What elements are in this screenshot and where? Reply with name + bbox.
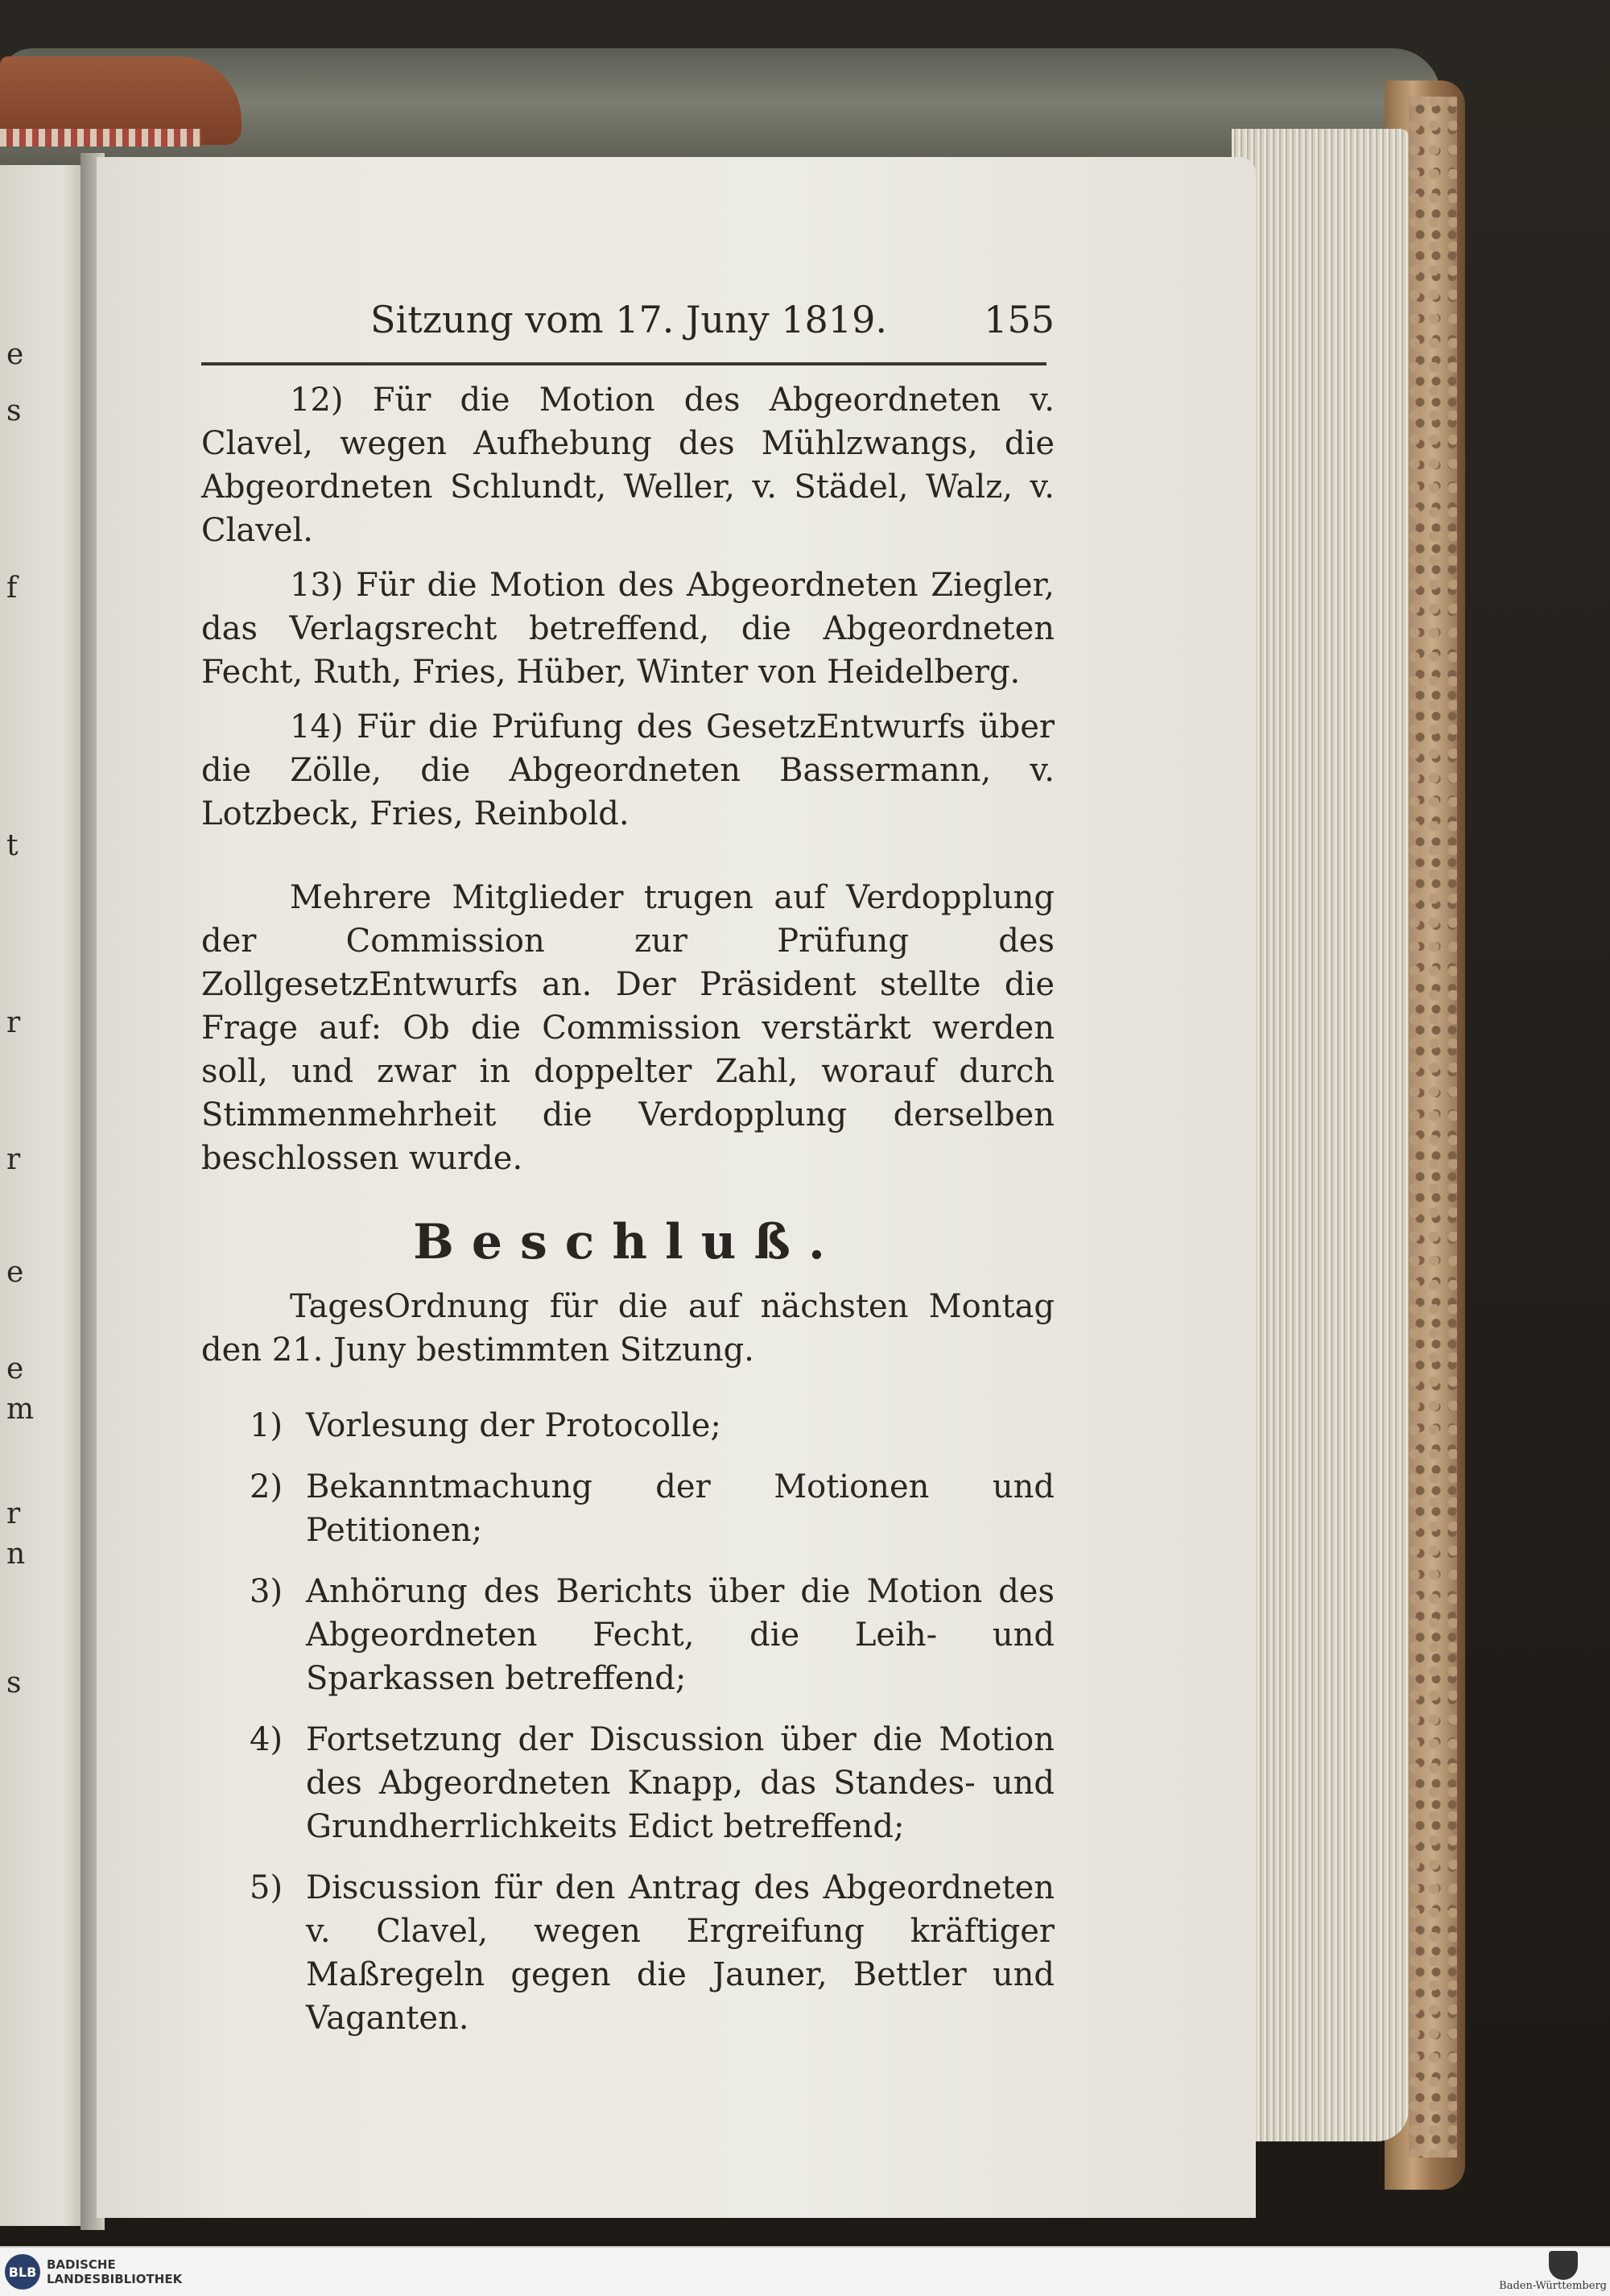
running-head-title: Sitzung vom 17. Juny 1819. [370,298,887,341]
page-number: 155 [984,298,1055,341]
page-edges [1232,129,1409,2141]
library-line-2: LANDESBIBLIOTHEK [47,2272,183,2286]
running-head [201,298,1055,354]
agenda-item [201,1570,1055,1700]
left-fragment: s [6,1666,22,1699]
left-fragment: e [6,338,24,371]
agenda-number: 1) [250,1407,283,1444]
agenda-intro: TagesOrdnung für die auf nächsten Montag den 21. Juny bestimmten Sitzung. [201,1288,1055,1369]
agenda-text: Fortsetzung der Discussion über die Motion des Abgeordneten Knapp, das Standes- und Grundherrlichkeits Edict betreffend; [306,1721,1055,1845]
agenda-text: Anhörung des Berichts über die Motion des Abgeordneten Fecht, die Leih- und Sparkassen betreffend; [306,1573,1055,1697]
coat-of-arms-icon [1549,2251,1578,2280]
agenda-list [201,1404,1055,2040]
paragraph: 12) Für die Motion des Abgeordneten v. Clavel, wegen Aufhebung des Mühlzwangs, die Abgeordneten Schlundt, Weller, v. Städel, Walz, v. Clavel. [201,382,1055,549]
agenda-text: Bekanntmachung der Motionen und Petitionen; [306,1468,1055,1549]
left-fragment: s [6,394,22,427]
left-fragment: r [6,1143,21,1176]
agenda-number: 4) [250,1721,283,1758]
header-rule [201,362,1046,365]
left-fragment: e [6,1352,24,1385]
left-fragment: r [6,1006,21,1039]
library-line-1: BADISCHE [47,2257,116,2272]
left-fragment: n [6,1538,26,1571]
agenda-number: 3) [250,1573,283,1610]
paragraph: Mehrere Mitglieder trugen auf Verdopplung der Commission zur Prüfung des ZollgesetzEntwurfs an. Der Präsident stellte die Frage auf: Ob die Commission verstärkt werden soll, und zwar in doppelter Zahl, worauf durch Stimmenmehrheit die Verdopplung derselben beschlossen wurde. [201,879,1055,1177]
agenda-text: Vorlesung der Protocolle; [306,1407,721,1444]
agenda-number: 5) [250,1869,283,1906]
region-name: Baden-Württemberg [1499,2280,1607,2292]
agenda-item [201,1404,1055,1447]
left-fragment: e [6,1256,24,1289]
paragraph: 13) Für die Motion des Abgeordneten Ziegler, das Verlagsrecht betreffend, die Abgeordneten Fecht, Ruth, Fries, Hüber, Winter von Heidelberg. [201,567,1055,691]
left-fragment: m [6,1393,35,1426]
headband-stitch [0,129,201,147]
agenda-item [201,1718,1055,1848]
footer-bar [0,2246,1610,2296]
left-fragment: t [6,829,19,862]
marbled-edge [1409,97,1457,2158]
section-heading: Beschluß. [413,1214,843,1270]
left-page-fragments [6,338,55,1868]
paragraph: 14) Für die Prüfung des GesetzEntwurfs über die Zölle, die Abgeordneten Bassermann, v. Lotzbeck, Fries, Reinbold. [201,708,1055,832]
left-fragment: r [6,1497,21,1530]
left-fragment: f [6,572,18,605]
agenda-number: 2) [250,1468,283,1505]
page-body [201,378,1055,2058]
library-logo-icon: BLB [5,2254,40,2290]
agenda-item [201,1465,1055,1552]
agenda-item [201,1866,1055,2040]
agenda-text: Discussion für den Antrag des Abgeordneten v. Clavel, wegen Ergreifung kräftiger Maßregeln gegen die Jauner, Bettler und Vaganten. [306,1869,1055,2037]
library-name [47,2257,182,2286]
